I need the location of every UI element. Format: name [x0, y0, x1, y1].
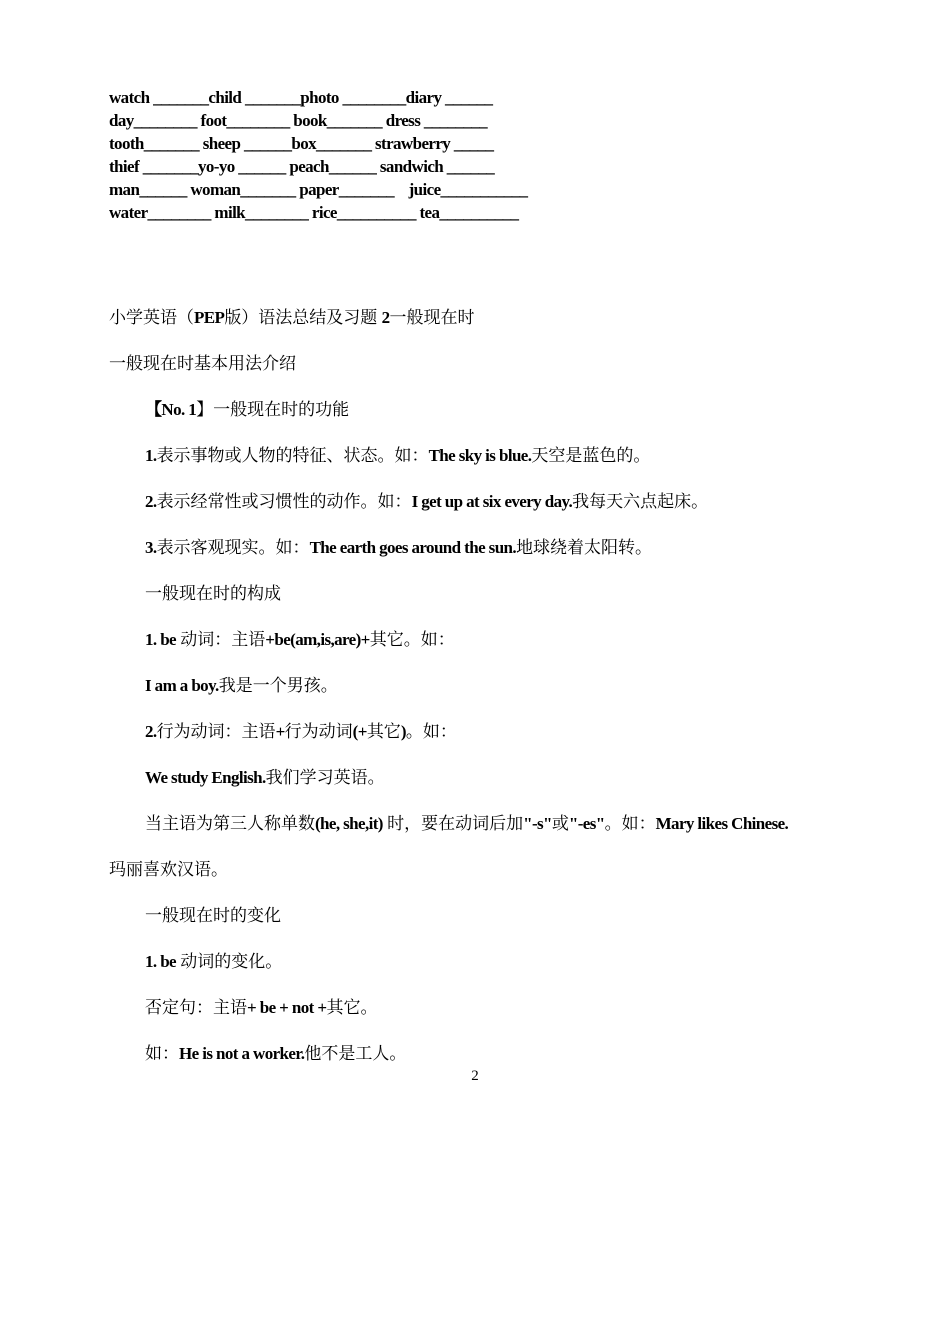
negative-rule: 否定句：主语+ be + not +其它。	[145, 998, 378, 1017]
vocab-row: watch _______child _______photo ________diary ______	[109, 88, 493, 107]
page-number: 2	[471, 1068, 479, 1084]
intro-heading: 一般现在时基本用法介绍	[109, 354, 296, 373]
vocab-row: tooth_______ sheep ______box_______ strawberry _____	[109, 134, 494, 153]
construction-item-2: 2.行为动词：主语+行为动词(+其它)。如：	[145, 722, 457, 741]
change-item-1: 1. be 动词的变化。	[145, 952, 283, 971]
construction-heading: 一般现在时的构成	[145, 584, 281, 603]
third-person-rule: 当主语为第三人称单数(he, she,it) 时，要在动词后加"-s"或"-es"。如：Mary likes Chinese.	[145, 814, 789, 833]
function-item-2: 2.表示经常性或习惯性的动作。如：I get up at six every day.我每天六点起床。	[145, 492, 709, 511]
no1-heading: 【No. 1】一般现在时的功能	[145, 400, 350, 419]
vocabulary-exercise	[109, 86, 527, 224]
vocab-row: man______ woman_______ paper_______ juice___________	[109, 180, 528, 199]
section-title: 小学英语（PEP版）语法总结及习题 2一般现在时	[109, 308, 475, 327]
function-item-1: 1.表示事物或人物的特征、状态。如：The sky is blue.天空是蓝色的。	[145, 446, 651, 465]
function-item-3: 3.表示客观现实。如：The earth goes around the sun.地球绕着太阳转。	[145, 538, 653, 557]
vocab-row: thief _______yo-yo ______ peach______ sandwich ______	[109, 157, 495, 176]
change-heading: 一般现在时的变化	[145, 906, 281, 925]
vocab-row: water________ milk________ rice__________ tea__________	[109, 203, 519, 222]
example-sentence-1: I am a boy.我是一个男孩。	[145, 676, 338, 695]
example-sentence-3: 如：He is not a worker.他不是工人。	[145, 1044, 407, 1063]
third-person-rule-continuation: 玛丽喜欢汉语。	[109, 860, 228, 879]
example-sentence-2: We study English.我们学习英语。	[145, 768, 385, 787]
construction-item-1: 1. be 动词：主语+be(am,is,are)+其它。如：	[145, 630, 455, 649]
vocab-row: day________ foot________ book_______ dress ________	[109, 111, 488, 130]
